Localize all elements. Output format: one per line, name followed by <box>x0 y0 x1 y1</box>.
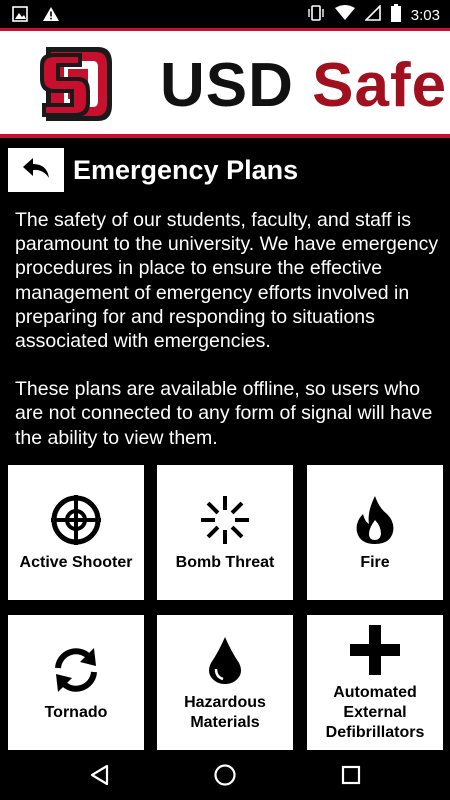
intro-text <box>15 208 440 450</box>
crosshair-icon <box>49 493 103 547</box>
brand-safe: Safe <box>312 51 448 120</box>
back-button[interactable] <box>8 148 64 192</box>
plan-label: Bomb Threat <box>175 553 275 571</box>
plan-tile-defibrillators[interactable] <box>307 615 443 750</box>
droplet-icon <box>198 633 252 687</box>
status-clock: 3:03 <box>410 7 440 24</box>
refresh-cycle-icon <box>49 643 103 697</box>
vibrate-icon <box>307 4 325 27</box>
plan-label: Active Shooter <box>19 553 133 571</box>
cell-signal-icon <box>365 5 381 26</box>
wifi-icon <box>335 5 355 26</box>
plan-tile-active-shooter[interactable] <box>8 465 144 600</box>
plan-tile-hazardous-materials[interactable] <box>157 615 293 750</box>
flame-icon <box>348 493 402 547</box>
warning-notification-icon <box>42 6 60 27</box>
title-row <box>8 148 298 192</box>
back-arrow-icon <box>21 156 51 185</box>
plan-tile-bomb-threat[interactable] <box>157 465 293 600</box>
system-nav-bar <box>0 750 450 800</box>
plan-label: Tornado <box>44 703 108 721</box>
app-header <box>0 28 450 138</box>
battery-icon <box>391 4 401 27</box>
plan-tile-fire[interactable] <box>307 465 443 600</box>
intro-paragraph: These plans are available offline, so users who are not connected to any form of signal will have the ability to view them. <box>15 378 433 449</box>
recents-square-icon[interactable] <box>338 762 364 788</box>
plan-label: Fire <box>360 553 390 571</box>
plan-label: Hazardous Materials <box>184 693 266 731</box>
brand-usd: USD <box>160 51 294 120</box>
burst-icon <box>198 493 252 547</box>
app-brand <box>160 45 447 127</box>
image-notification-icon <box>12 6 28 27</box>
back-triangle-icon[interactable] <box>86 762 112 788</box>
page-title: Emergency Plans <box>73 154 299 185</box>
home-circle-icon[interactable] <box>212 762 238 788</box>
intro-paragraph: The safety of our students, faculty, and staff is paramount to the university. We have emergency procedures in place to ensure the effective management of emergency efforts involved in preparing for and responding to situations associated with emergencies. <box>15 209 439 353</box>
plan-label: Automated External Defibrillators <box>325 683 425 741</box>
plan-tile-tornado[interactable] <box>8 615 144 750</box>
usd-logo <box>38 39 116 129</box>
status-bar <box>0 0 450 28</box>
plus-cross-icon <box>348 623 402 677</box>
